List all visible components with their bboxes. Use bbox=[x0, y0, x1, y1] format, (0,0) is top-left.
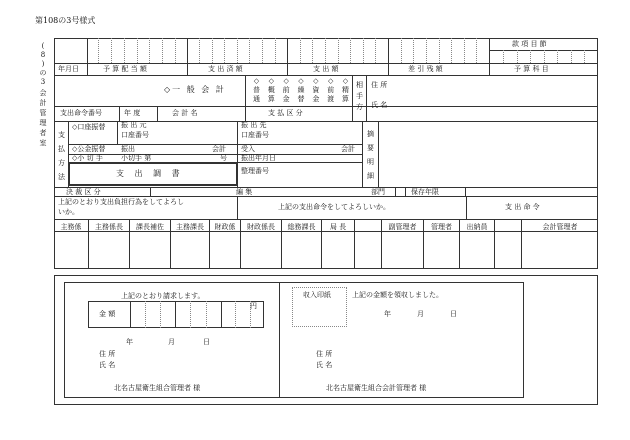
koza-no: 口座番号 bbox=[121, 131, 149, 139]
hensyu: 編 集 bbox=[236, 188, 253, 196]
furidashi-moto: 振 出 元 bbox=[121, 121, 147, 129]
ryoshu-text: 上記の金額を領収しました。 bbox=[352, 291, 443, 299]
kaikei-mei-label: 会 計 名 bbox=[172, 109, 198, 117]
role-cell: 副管理者 bbox=[382, 219, 424, 269]
meirei-no-label: 支出命令番号 bbox=[60, 109, 102, 117]
header-yosan-haito: 予 算 配 当 額 bbox=[103, 65, 147, 73]
side-title: 会 計 管 理 者 室 bbox=[39, 89, 47, 147]
ryoshu-hi: 日 bbox=[450, 310, 457, 318]
header-nengappi: 年月日 bbox=[58, 65, 79, 73]
nendo-label: 年 度 bbox=[124, 109, 141, 117]
hozon-nengen: 保存年限 bbox=[411, 188, 439, 196]
atesaki-2: 北名古屋衛生組合会計管理者 様 bbox=[326, 384, 427, 392]
koza-furikae: ◇口座振替 bbox=[72, 123, 106, 131]
atesaki-1: 北名古屋衛生組合管理者 様 bbox=[114, 384, 201, 392]
role-cell: 課長補佐 bbox=[130, 219, 171, 269]
role-cell: 総務課長 bbox=[282, 219, 322, 269]
role-cell: 財政係長 bbox=[241, 219, 282, 269]
seikyu-tsuki: 月 bbox=[168, 338, 175, 346]
seikyu-jusho: 住 所 bbox=[99, 350, 116, 358]
seikyu-nen: 年 bbox=[126, 338, 133, 346]
role-cell: 主務係長 bbox=[89, 219, 130, 269]
kessai-kubun: 決 裁 区 分 bbox=[66, 188, 101, 196]
seiri-no: 整理番号 bbox=[241, 167, 269, 175]
tekiyo-label: 摘 要 明 細 bbox=[367, 130, 374, 180]
form-number: 第108の3号様式 bbox=[35, 16, 96, 25]
shunyu-inshi: 収入印紙 bbox=[303, 291, 331, 299]
aite-jusho: 住 所 bbox=[371, 81, 388, 89]
seikyu-text: 上記のとおり請求します。 bbox=[121, 292, 205, 300]
role-cell: 主務係 bbox=[54, 219, 89, 269]
aite-label: 相 手 方 bbox=[356, 81, 363, 111]
kingaku-label: 金 額 bbox=[99, 310, 116, 318]
header-kanmoku: 款 項 目 節 bbox=[512, 40, 547, 48]
role-cell: 財政係 bbox=[210, 219, 241, 269]
role-cell: 局 長 bbox=[322, 219, 355, 269]
ryoshu-jusho: 住 所 bbox=[316, 350, 333, 358]
payment-side-label: 支 払 方 法 bbox=[58, 131, 65, 181]
kaikei-options: ◇ 普 通 ◇ 概 算 ◇ 前 金 ◇ 繰 替 ◇ 資 金 ◇ 前 渡 ◇ 精 算 bbox=[253, 77, 349, 103]
ryoshu-shimei: 氏 名 bbox=[316, 361, 333, 369]
seikyu-hi: 日 bbox=[203, 338, 210, 346]
furidashi: 振出 bbox=[121, 145, 135, 153]
role-cell: 会計管理者 bbox=[542, 223, 578, 231]
furidashi-saki: 振 出 先 bbox=[241, 121, 267, 129]
role-cell bbox=[355, 219, 382, 269]
approval-text-2: 上記の支出命令をしてよろしいか。 bbox=[278, 203, 390, 211]
yen-label: 円 bbox=[250, 302, 257, 310]
kaikei-ippan: ◇一 般 会 計 bbox=[164, 85, 226, 94]
role-cell: 主務課長 bbox=[171, 219, 210, 269]
header-shishutsu: 支 出 額 bbox=[313, 65, 339, 73]
kogitte: ◇小 切 手 bbox=[72, 154, 103, 162]
header-yosan-kamoku: 予 算 科 目 bbox=[514, 65, 549, 73]
ryoshu-nen: 年 bbox=[384, 310, 391, 318]
koza-no-2: 口座番号 bbox=[241, 131, 269, 139]
side-label: ( 8 ) の 3 bbox=[39, 42, 47, 86]
bumon: 部門 bbox=[371, 188, 385, 196]
kaikei-1: 会計 bbox=[212, 145, 226, 153]
approval-roles bbox=[54, 219, 598, 269]
role-cell: 出納員 bbox=[460, 219, 495, 269]
role-cell bbox=[495, 219, 522, 269]
shiharai-kubun-label: 支 払 区 分 bbox=[268, 109, 303, 117]
shishutsu-chosho: 支 出 調 書 bbox=[116, 169, 184, 178]
approval-text-1: 上記のとおり支出負担行為をしてよろし bbox=[58, 198, 184, 206]
approval-text-1b: いか。 bbox=[58, 208, 79, 216]
aite-shimei: 氏 名 bbox=[371, 101, 388, 109]
shishutsu-meirei: 支 出 命 令 bbox=[505, 203, 540, 211]
kaikei-2: 会計 bbox=[341, 145, 355, 153]
kogitte-no: 小切手 第 bbox=[121, 154, 152, 162]
role-cell: 管理者 bbox=[424, 219, 460, 269]
ukeire: 受入 bbox=[241, 145, 255, 153]
seikyu-shimei: 氏 名 bbox=[99, 361, 116, 369]
header-shishutsu-zumi: 支 出 済 額 bbox=[208, 65, 243, 73]
furidashi-date: 振出年月日 bbox=[241, 154, 276, 162]
kokin-furikae: ◇公金振替 bbox=[72, 145, 106, 153]
header-sashihiki: 差 引 残 額 bbox=[408, 65, 443, 73]
ryoshu-tsuki: 月 bbox=[417, 310, 424, 318]
go: 号 bbox=[220, 154, 227, 162]
